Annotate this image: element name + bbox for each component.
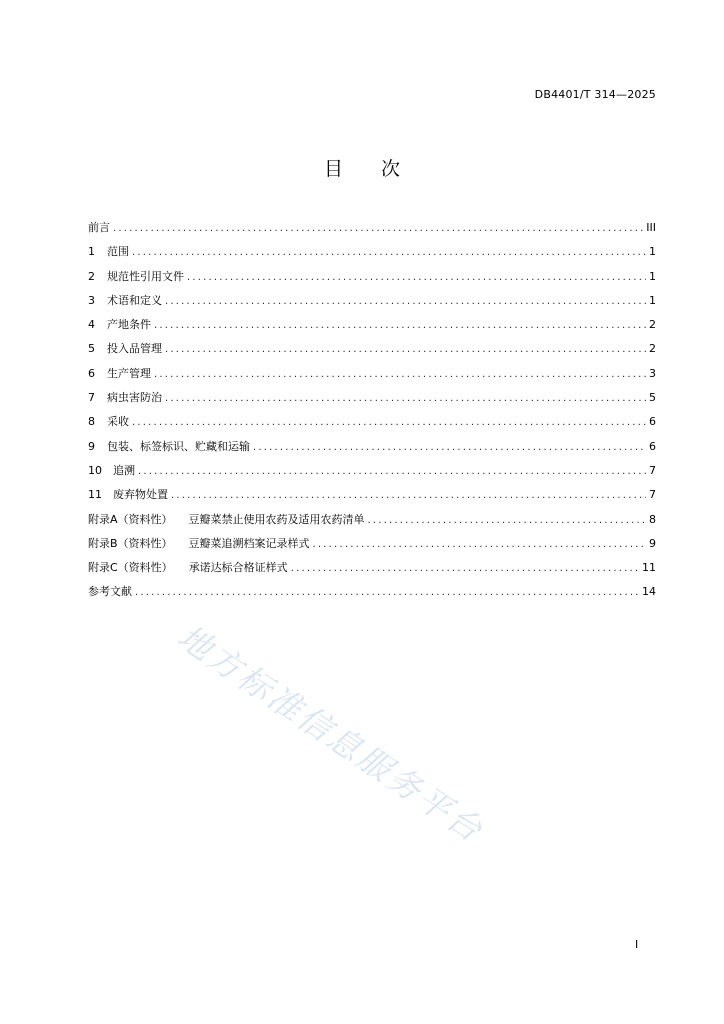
toc-leader — [113, 223, 643, 234]
toc-leader — [368, 515, 646, 526]
toc-item-appendix-c[interactable] — [88, 559, 656, 583]
toc-item-6[interactable] — [88, 365, 656, 389]
toc-page-number: 14 — [642, 585, 656, 599]
toc-leader — [132, 417, 646, 428]
toc-item-number: 7 — [88, 391, 95, 405]
toc-leader — [187, 272, 646, 283]
toc-item-label: 术语和定义 — [107, 293, 162, 307]
toc-leader — [135, 587, 639, 598]
toc-item-label: 豆瓣菜追溯档案记录样式 — [188, 536, 310, 550]
toc-item-7[interactable] — [88, 389, 656, 413]
toc-page-number: 6 — [649, 439, 656, 453]
toc-item-number: 9 — [88, 439, 95, 453]
footer-page-number: I — [635, 938, 639, 951]
toc-page-number: 3 — [649, 366, 656, 380]
toc-leader — [165, 393, 646, 404]
toc-page-number: 8 — [649, 512, 656, 526]
toc-item-number: 5 — [88, 342, 95, 356]
toc-item-appendix-b[interactable] — [88, 535, 656, 559]
toc-item-label: 产地条件 — [107, 318, 151, 332]
toc-leader — [313, 539, 646, 550]
toc-item-appendix-a[interactable] — [88, 511, 656, 535]
toc-item-number: 6 — [88, 366, 95, 380]
title-char-2: 次 — [381, 158, 401, 180]
toc-page-number: 1 — [649, 293, 656, 307]
toc-item-1[interactable] — [88, 243, 656, 267]
toc-leader — [138, 466, 646, 477]
toc-item-9[interactable] — [88, 438, 656, 462]
toc-item-label: 废弃物处置 — [113, 488, 168, 502]
toc-item-number: 4 — [88, 318, 95, 332]
toc-page-number: 2 — [649, 318, 656, 332]
toc-item-references[interactable] — [88, 583, 656, 607]
toc-leader — [253, 442, 646, 453]
toc-page-number: 6 — [649, 415, 656, 429]
toc-item-label: 范围 — [107, 245, 129, 259]
toc-page-number: 11 — [642, 561, 656, 575]
toc-item-label: 病虫害防治 — [107, 391, 162, 405]
toc-item-11[interactable] — [88, 486, 656, 510]
toc-item-label: 追溯 — [113, 463, 135, 477]
toc-page-number: 1 — [649, 269, 656, 283]
page-title — [0, 154, 724, 181]
toc-item-label: 参考文献 — [88, 585, 132, 599]
toc-page-number: III — [646, 221, 656, 234]
table-of-contents — [88, 219, 656, 608]
toc-leader — [165, 296, 646, 307]
toc-leader — [291, 563, 639, 574]
toc-page-number: 7 — [649, 488, 656, 502]
toc-item-label: 投入品管理 — [107, 342, 162, 356]
toc-item-label: 前言 — [88, 221, 110, 234]
toc-page-number: 9 — [649, 536, 656, 550]
toc-page-number: 2 — [649, 342, 656, 356]
toc-appendix-number: 附录C（资料性） — [88, 561, 173, 575]
toc-item-number: 3 — [88, 293, 95, 307]
toc-item-label: 承诺达标合格证样式 — [188, 561, 288, 575]
title-char-1: 目 — [323, 158, 343, 180]
watermark: 地方标准信息服务平台 — [170, 616, 492, 851]
toc-leader — [171, 490, 646, 501]
toc-item-label: 采收 — [107, 415, 129, 429]
toc-page-number: 5 — [649, 391, 656, 405]
toc-item-8[interactable] — [88, 413, 656, 437]
toc-item-number: 1 — [88, 245, 95, 259]
toc-item-label: 生产管理 — [107, 366, 151, 380]
toc-leader — [165, 344, 646, 355]
toc-item-label: 规范性引用文件 — [107, 269, 184, 283]
toc-appendix-number: 附录A（资料性） — [88, 512, 173, 526]
toc-item-5[interactable] — [88, 340, 656, 364]
toc-item-foreword[interactable] — [88, 219, 656, 243]
toc-item-10[interactable] — [88, 462, 656, 486]
toc-item-4[interactable] — [88, 316, 656, 340]
toc-leader — [154, 320, 646, 331]
toc-item-label: 包装、标签标识、贮藏和运输 — [107, 439, 250, 453]
toc-item-number: 11 — [88, 488, 102, 502]
toc-item-3[interactable] — [88, 292, 656, 316]
toc-item-number: 8 — [88, 415, 95, 429]
toc-page-number: 1 — [649, 245, 656, 259]
toc-leader — [154, 369, 646, 380]
toc-appendix-number: 附录B（资料性） — [88, 536, 173, 550]
toc-item-number: 10 — [88, 463, 102, 477]
toc-item-label: 豆瓣菜禁止使用农药及适用农药清单 — [188, 512, 365, 526]
toc-leader — [132, 247, 646, 258]
toc-item-number: 2 — [88, 269, 95, 283]
document-id: DB4401/T 314—2025 — [534, 88, 656, 101]
toc-item-2[interactable] — [88, 268, 656, 292]
toc-page-number: 7 — [649, 463, 656, 477]
